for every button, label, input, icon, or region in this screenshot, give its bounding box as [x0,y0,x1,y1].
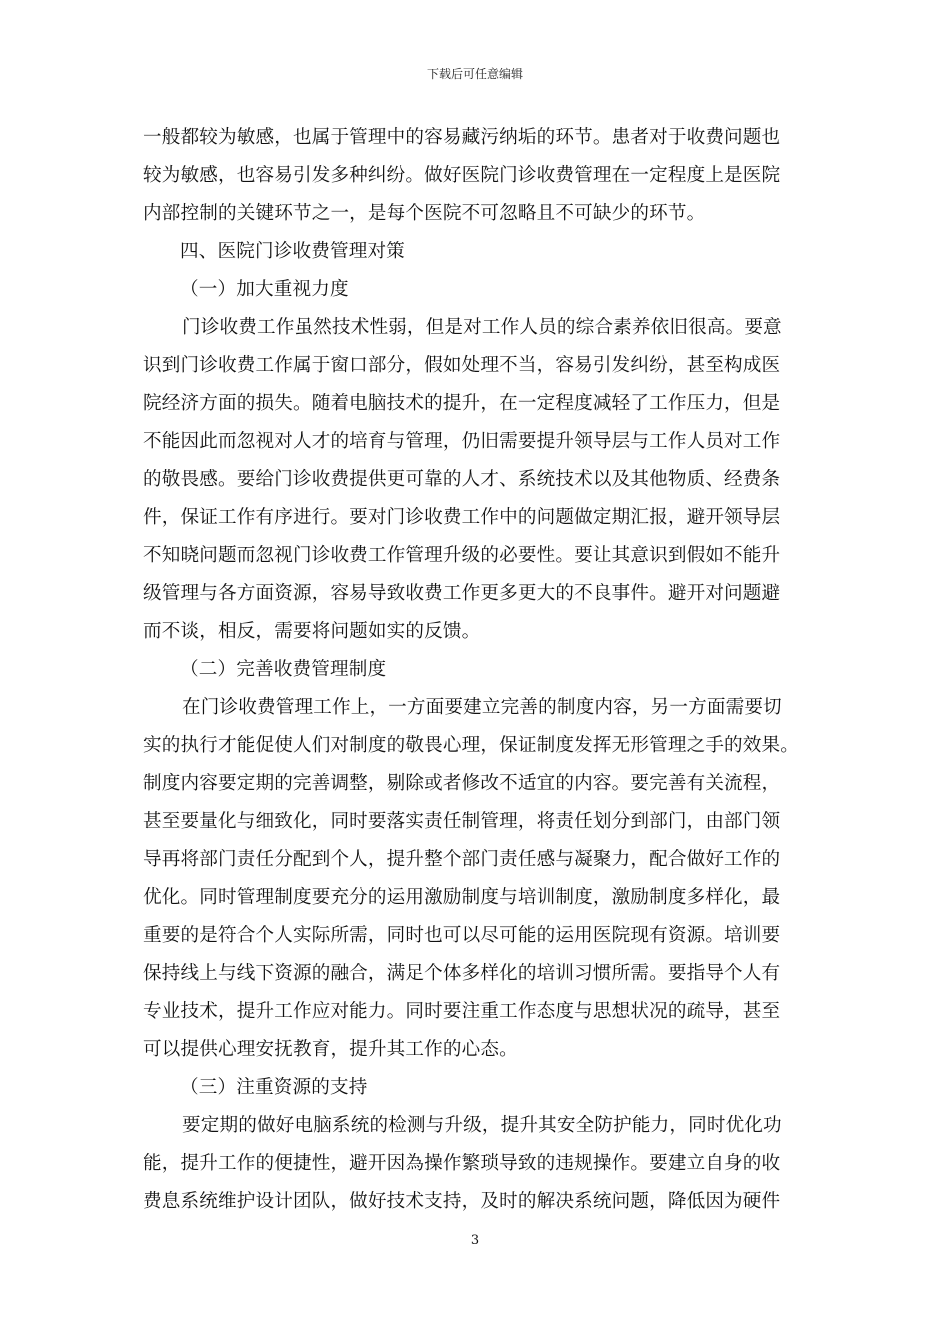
page-number: 3 [470,1233,480,1248]
body-line: 一般都较为敏感，也属于管理中的容易藏污纳垢的环节。患者对于收费问题也 [143,127,781,148]
body-line: 导再将部门责任分配到个人，提升整个部门责任感与凝聚力，配合做好工作的 [143,849,781,870]
body-line: 甚至要量化与细致化，同时要落实责任制管理，将责任划分到部门，由部门领 [143,811,781,832]
body-line: 较为敏感，也容易引发多种纠纷。做好医院门诊收费管理在一定程度上是医院 [143,165,781,186]
body-line: 门诊收费工作虽然技术性弱，但是对工作人员的综合素养依旧很高。要意 [182,317,782,338]
subsection-heading: （三）注重资源的支持 [180,1077,368,1098]
body-line: 而不谈，相反，需要将问题如实的反馈。 [143,621,481,642]
body-line: 在门诊收费管理工作上，一方面要建立完善的制度内容，另一方面需要切 [182,697,782,718]
body-line: 内部控制的关键环节之一，是每个医院不可忽略且不可缺少的环节。 [143,203,706,224]
body-line: 专业技术，提升工作应对能力。同时要注重工作态度与思想状况的疏导，甚至 [143,1001,781,1022]
body-line: 件，保证工作有序进行。要对门诊收费工作中的问题做定期汇报，避开领导层 [143,507,781,528]
body-line: 制度内容要定期的完善调整，剔除或者修改不适宜的内容。要完善有关流程， [143,773,781,794]
body-line: 识到门诊收费工作属于窗口部分，假如处理不当，容易引发纠纷，甚至构成医 [143,355,781,376]
subsection-heading: （二）完善收费管理制度 [180,659,387,680]
body-line: 要定期的做好电脑系统的检测与升级，提升其安全防护能力，同时优化功 [182,1115,782,1136]
body-line: 优化。同时管理制度要充分的运用激励制度与培训制度，激励制度多样化，最 [143,887,781,908]
body-line: 费息系统维护设计团队，做好技术支持，及时的解决系统问题，降低因为硬件 [143,1191,781,1212]
body-line: 的敬畏感。要给门诊收费提供更可靠的人才、系统技术以及其他物质、经费条 [143,469,781,490]
body-line: 可以提供心理安抚教育，提升其工作的心态。 [143,1039,518,1060]
body-line: 能，提升工作的便捷性，避开因為操作繁琐导致的违规操作。要建立自身的收 [143,1153,781,1174]
body-line: 重要的是符合个人实际所需，同时也可以尽可能的运用医院现有资源。培训要 [143,925,781,946]
body-line: 不能因此而忽视对人才的培育与管理，仍旧需要提升领导层与工作人员对工作 [143,431,781,452]
body-line: 院经济方面的损失。随着电脑技术的提升，在一定程度减轻了工作压力，但是 [143,393,781,414]
page-header: 下载后可任意编辑 [426,67,523,81]
section-heading: 四、医院门诊收费管理对策 [180,241,405,262]
body-line: 实的执行才能促使人们对制度的敬畏心理，保证制度发挥无形管理之手的效果。 [143,735,800,756]
body-line: 保持线上与线下资源的融合，满足个体多样化的培训习惯所需。要指导个人有 [143,963,781,984]
body-line: 级管理与各方面资源，容易导致收费工作更多更大的不良事件。避开对问题避 [143,583,781,604]
body-line: 不知晓问题而忽视门诊收费工作管理升级的必要性。要让其意识到假如不能升 [143,545,781,566]
subsection-heading: （一）加大重视力度 [180,279,349,300]
